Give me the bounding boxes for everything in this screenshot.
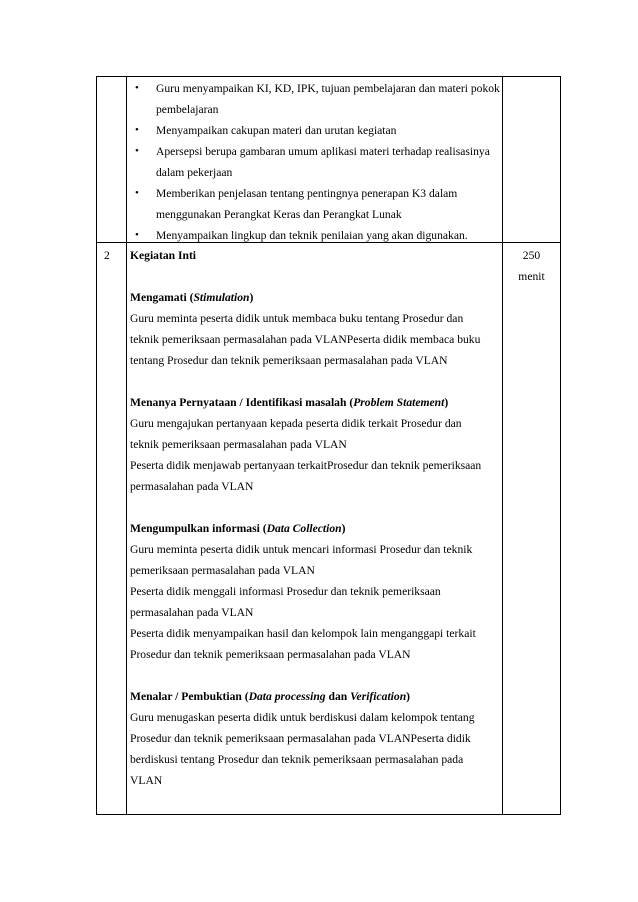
paragraph-line: teknik pemeriksaan permasalahan pada VLANPeserta didik membaca buku	[130, 333, 481, 346]
bullet-icon: •	[135, 187, 139, 199]
stimulation-heading: Mengamati (Stimulation)	[130, 291, 254, 304]
paragraph-line: Peserta didik menjawab pertanyaan terkaitProsedur dan teknik pemeriksaan	[130, 459, 482, 472]
section-title: Kegiatan Inti	[130, 249, 197, 262]
paragraph-line: VLAN	[130, 774, 163, 787]
paragraph-line: Guru meminta peserta didik untuk mencari informasi Prosedur dan teknik	[130, 543, 473, 556]
paragraph-line: Peserta didik menyampaikan hasil dan kelompok lain menganggapi terkait	[130, 627, 476, 640]
bullet-icon: •	[135, 82, 139, 94]
bullet-icon: •	[135, 229, 139, 241]
paragraph-line: Prosedur dan teknik pemeriksaan permasalahan pada VLANPeserta didik	[130, 732, 471, 745]
list-item	[134, 141, 504, 183]
data-collection-heading: Mengumpulkan informasi (Data Collection)	[130, 522, 346, 535]
list-item-text: Guru menyampaikan KI, KD, IPK, tujuan pembelajaran dan materi pokok pembelajaran	[156, 82, 500, 116]
list-item	[134, 120, 504, 141]
paragraph-line: Guru menugaskan peserta didik untuk berdiskusi dalam kelompok tentang	[130, 711, 475, 724]
paragraph-line: permasalahan pada VLAN	[130, 606, 254, 619]
table-right-border	[560, 76, 561, 815]
list-item	[134, 225, 504, 246]
bullet-icon: •	[135, 124, 139, 136]
paragraph-line: berdiskusi tentang Prosedur dan teknik pemeriksaan permasalahan pada	[130, 753, 464, 766]
problem-statement-heading: Menanya Pernyataan / Identifikasi masalah (Problem Statement)	[130, 396, 449, 409]
duration-unit: menit	[518, 270, 545, 283]
list-item-text: Menyampaikan lingkup dan teknik penilaian yang akan digunakan.	[156, 229, 468, 242]
bullet-icon: •	[135, 145, 139, 157]
lesson-table	[96, 76, 561, 815]
duration-cell	[504, 245, 559, 287]
paragraph-line: permasalahan pada VLAN	[130, 480, 254, 493]
row-number: 2	[104, 249, 110, 262]
core-activities-content	[130, 245, 500, 791]
table-left-border	[96, 76, 97, 815]
list-item-text: Apersepsi berupa gambaran umum aplikasi materi terhadap realisasinya dalam pekerjaan	[156, 145, 490, 179]
paragraph-line: Guru meminta peserta didik untuk membaca buku tentang Prosedur dan	[130, 312, 464, 325]
paragraph-line: teknik pemeriksaan permasalahan pada VLAN	[130, 438, 347, 451]
paragraph-line: Prosedur dan teknik pemeriksaan permasalahan pada VLAN	[130, 648, 411, 661]
table-top-border	[96, 76, 561, 77]
column-divider-number	[126, 76, 127, 815]
paragraph-line: Guru mengajukan pertanyaan kepada peserta didik terkait Prosedur dan	[130, 417, 462, 430]
list-item-text: Memberikan penjelasan tentang pentingnya penerapan K3 dalam menggunakan Perangkat Keras dan Perangkat Lunak	[156, 187, 458, 221]
paragraph-line: tentang Prosedur dan teknik pemeriksaan permasalahan pada VLAN	[130, 354, 448, 367]
list-item-text: Menyampaikan cakupan materi dan urutan kegiatan	[156, 124, 397, 137]
opening-activities-list	[134, 78, 504, 246]
duration-value: 250	[522, 249, 541, 262]
table-bottom-border	[96, 814, 561, 815]
paragraph-line: Peserta didik menggali informasi Prosedur dan teknik pemeriksaan	[130, 585, 441, 598]
list-item	[134, 78, 504, 120]
paragraph-line: pemeriksaan permasalahan pada VLAN	[130, 564, 315, 577]
data-processing-heading: Menalar / Pembuktian (Data processing dan Verification)	[130, 690, 411, 703]
list-item	[134, 183, 504, 225]
